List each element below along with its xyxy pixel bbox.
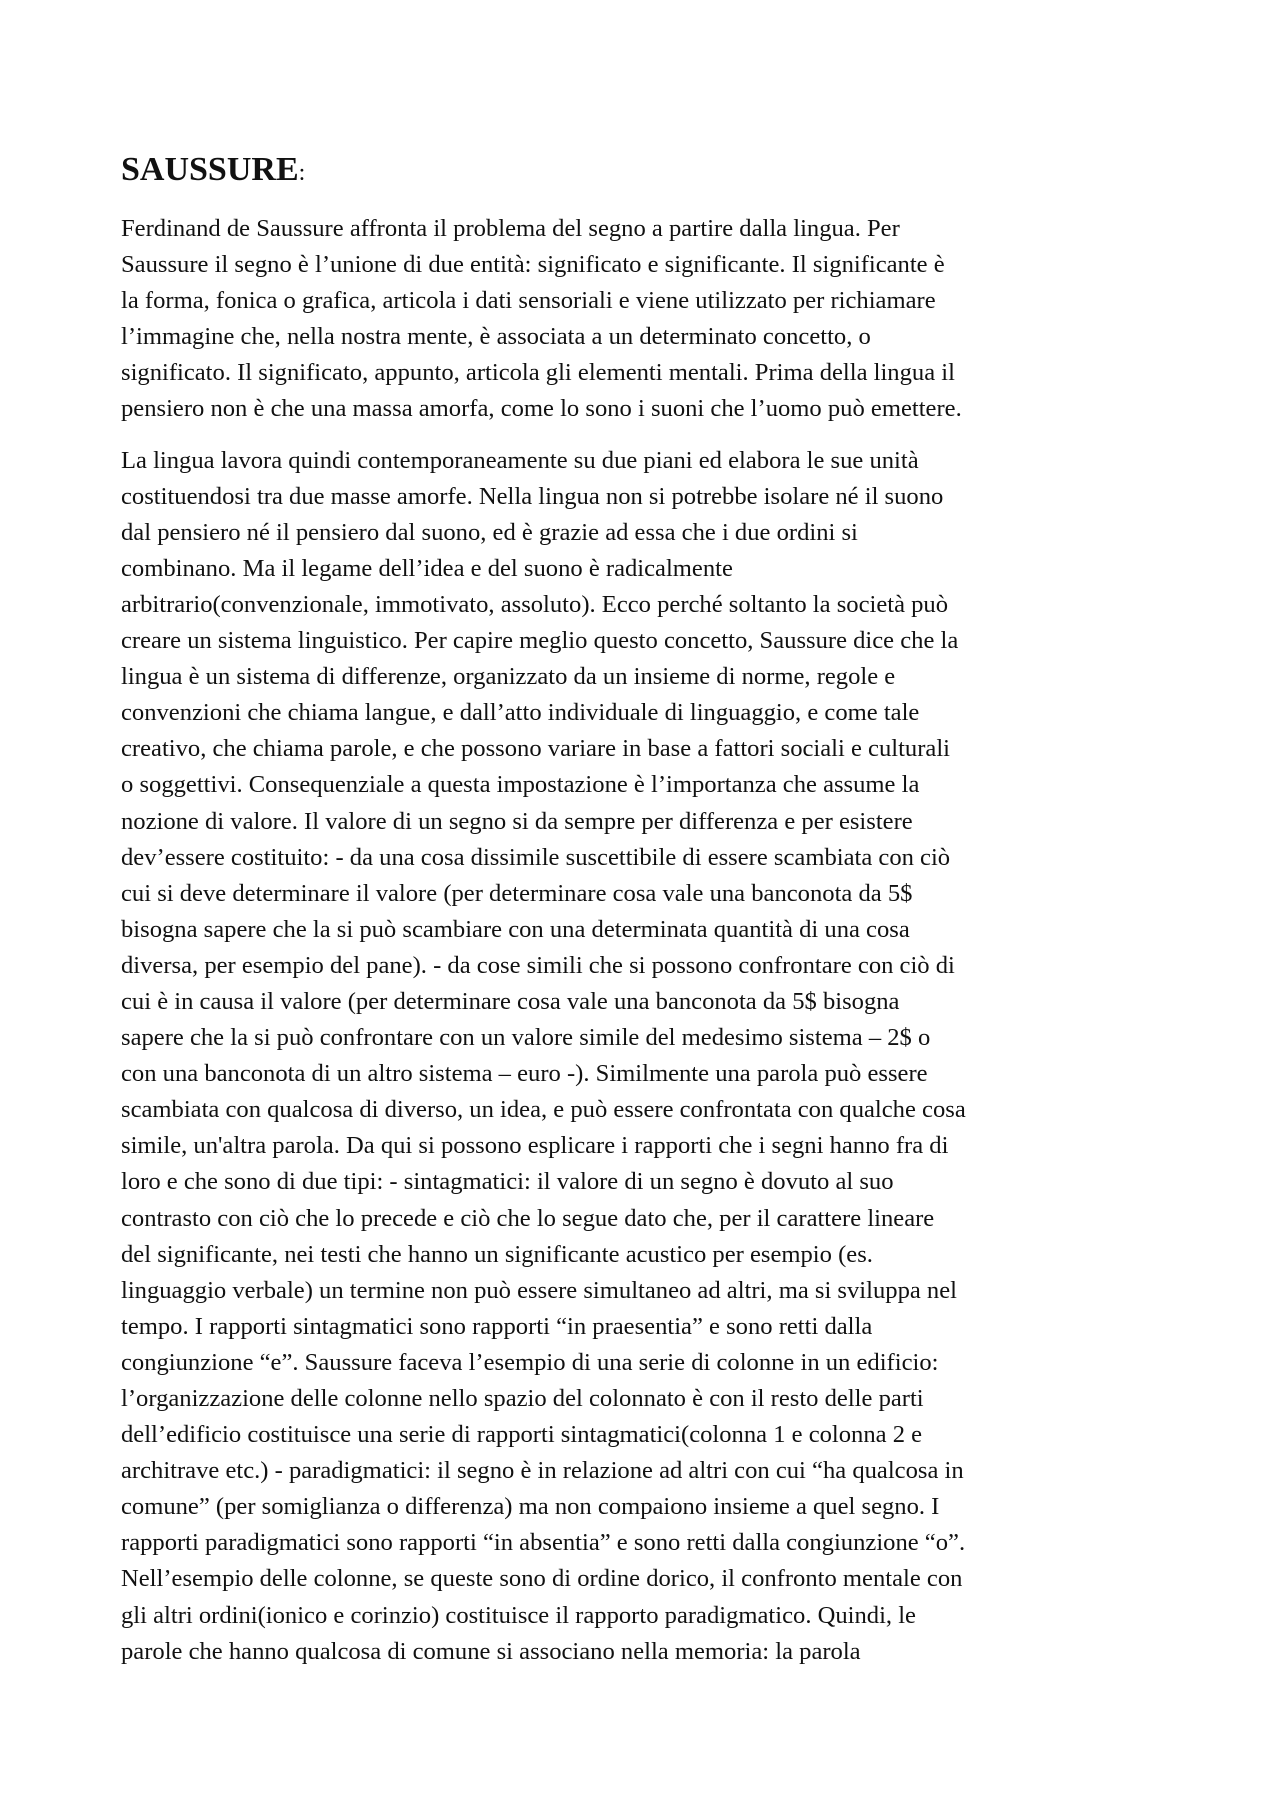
text-line: Nell’esempio delle colonne, se queste sono di ordine dorico, il confronto mentale con [121,1565,963,1593]
text-line: congiunzione “e”. Saussure faceva l’esempio di una serie di colonne in un edificio: [121,1348,939,1376]
text-line: l’immagine che, nella nostra mente, è associata a un determinato concetto, o [121,323,871,351]
text-line: dev’essere costituito: - da una cosa dissimile suscettibile di essere scambiata con ciò [121,843,951,871]
text-line: sapere che la si può confrontare con un valore simile del medesimo sistema – 2$ o [121,1024,931,1052]
text-line: scambiata con qualcosa di diverso, un idea, e può essere confrontata con qualche cosa [121,1096,966,1124]
text-line: Ferdinand de Saussure affronta il problema del segno a partire dalla lingua. Per [121,215,900,242]
paragraph [121,211,1181,428]
text-line: parole che hanno qualcosa di comune si associano nella memoria: la parola [121,1637,861,1665]
text-line: convenzioni che chiama langue, e dall’atto individuale di linguaggio, e come tale [121,699,920,727]
text-line: la forma, fonica o grafica, articola i dati sensoriali e viene utilizzato per richiamare [121,287,936,315]
text-line: significato. Il significato, appunto, articola gli elementi mentali. Prima della lingua il [121,359,955,387]
text-line: creativo, che chiama parole, e che possono variare in base a fattori sociali e culturali [121,735,950,763]
text-line: creare un sistema linguistico. Per capire meglio questo concetto, Saussure dice che la [121,627,959,655]
text-line: l’organizzazione delle colonne nello spazio del colonnato è con il resto delle parti [121,1385,924,1412]
text-line: architrave etc.) - paradigmatici: il segno è in relazione ad altri con cui “ha qualcosa in [121,1457,964,1485]
title-colon: : [298,160,306,186]
paragraph [121,443,1181,1670]
text-line: nozione di valore. Il valore di un segno si da sempre per differenza e per esistere [121,807,913,835]
text-line: o soggettivi. Consequenziale a questa impostazione è l’importanza che assume la [121,771,920,799]
text-line: gli altri ordini(ionico e corinzio) costituisce il rapporto paradigmatico. Quindi, le [121,1601,916,1629]
text-line: bisogna sapere che la si può scambiare con una determinata quantità di una cosa [121,915,910,943]
text-line: simile, un'altra parola. Da qui si possono esplicare i rapporti che i segni hanno fra di [121,1132,949,1160]
text-line: con una banconota di un altro sistema – euro -). Similmente una parola può essere [121,1060,928,1088]
text-line: combinano. Ma il legame dell’idea e del suono è radicalmente [121,554,733,582]
text-line: arbitrario(convenzionale, immotivato, assoluto). Ecco perché soltanto la società può [121,590,949,618]
text-line: La lingua lavora quindi contemporaneamente su due piani ed elabora le sue unità [121,446,919,474]
text-line: comune” (per somiglianza o differenza) ma non compaiono insieme a quel segno. I [121,1493,940,1521]
text-line: loro e che sono di due tipi: - sintagmatici: il valore di un segno è dovuto al suo [121,1168,894,1196]
document-heading [121,150,1181,193]
text-line: lingua è un sistema di differenze, organizzato da un insieme di norme, regole e [121,663,896,691]
text-line: cui si deve determinare il valore (per determinare cosa vale una banconota da 5$ [121,879,913,907]
text-line: Saussure il segno è l’unione di due entità: significato e significante. Il significante è [121,251,945,279]
text-line: rapporti paradigmatici sono rapporti “in absentia” e sono retti dalla congiunzione “o”. [121,1529,966,1557]
document-body [121,211,1181,1670]
text-line: tempo. I rapporti sintagmatici sono rapporti “in praesentia” e sono retti dalla [121,1312,873,1340]
document-title: SAUSSURE [121,151,299,188]
text-line: dell’edificio costituisce una serie di rapporti sintagmatici(colonna 1 e colonna 2 e [121,1421,923,1449]
text-line: linguaggio verbale) un termine non può essere simultaneo ad altri, ma si sviluppa nel [121,1276,957,1304]
text-line: diversa, per esempio del pane). - da cose simili che si possono confrontare con ciò di [121,951,955,979]
text-line: costituendosi tra due masse amorfe. Nella lingua non si potrebbe isolare né il suono [121,482,944,510]
text-line: pensiero non è che una massa amorfa, come lo sono i suoni che l’uomo può emettere. [121,395,962,423]
document-page [121,150,1181,1685]
text-line: cui è in causa il valore (per determinare cosa vale una banconota da 5$ bisogna [121,987,900,1015]
text-line: dal pensiero né il pensiero dal suono, ed è grazie ad essa che i due ordini si [121,518,858,546]
text-line: contrasto con ciò che lo precede e ciò che lo segue dato che, per il carattere lineare [121,1204,935,1232]
text-line: del significante, nei testi che hanno un significante acustico per esempio (es. [121,1240,873,1268]
